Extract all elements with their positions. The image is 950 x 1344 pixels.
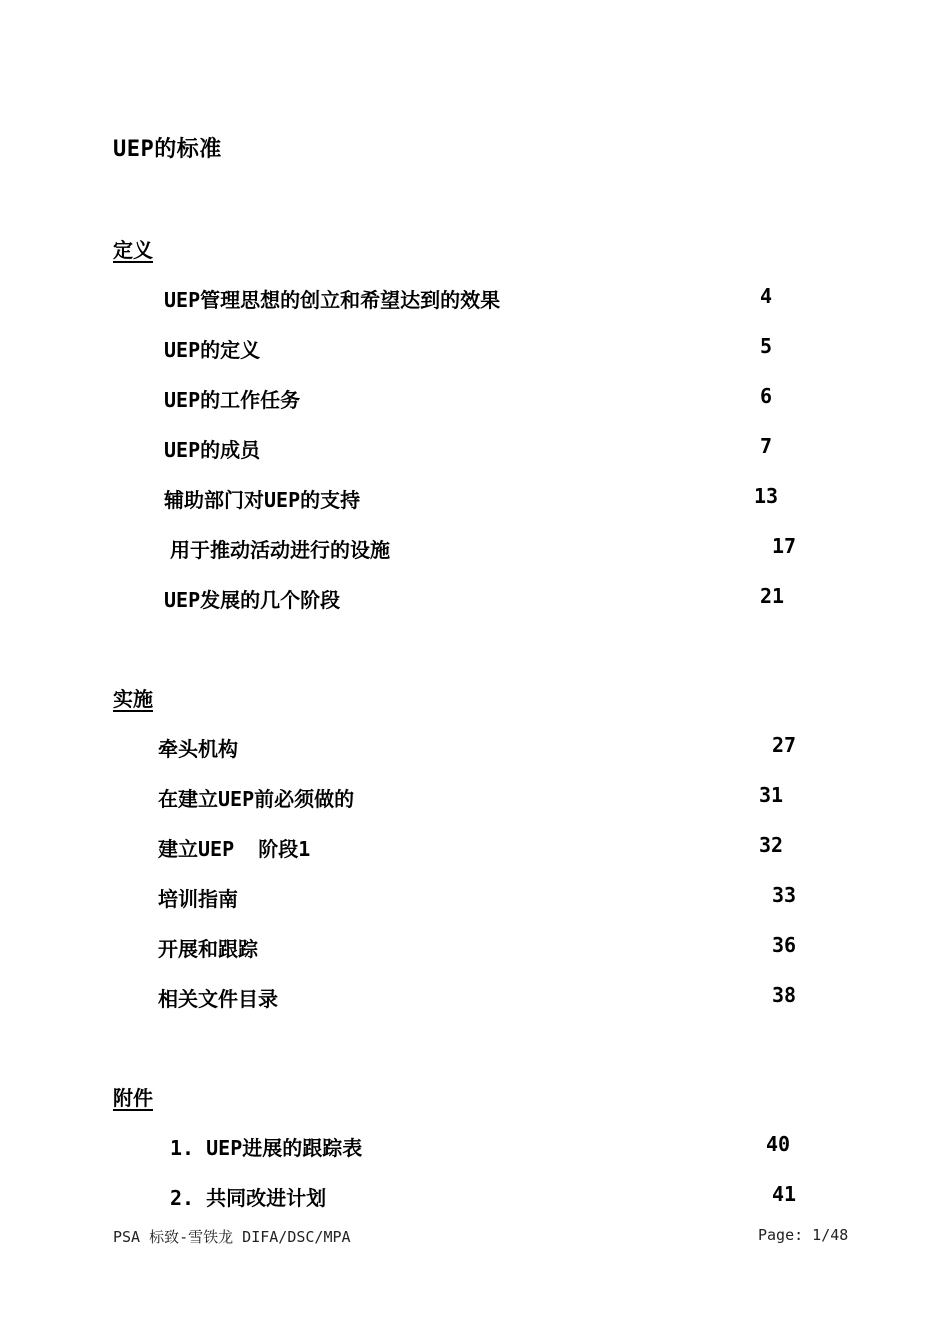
- toc-entry[interactable]: [158, 833, 808, 863]
- toc-entry-page: 38: [772, 983, 797, 1007]
- toc-entry[interactable]: [158, 733, 808, 763]
- toc-entry[interactable]: [164, 284, 804, 314]
- toc-entry-title: 在建立UEP前必须做的: [158, 787, 355, 811]
- toc-entry[interactable]: [164, 334, 804, 364]
- toc-entry-title: 相关文件目录: [158, 987, 278, 1011]
- toc-entry[interactable]: [170, 1132, 810, 1162]
- toc-entry-page: 5: [760, 334, 773, 358]
- toc-entry-title: 培训指南: [158, 887, 238, 911]
- toc-entry-title: 2. 共同改进计划: [170, 1186, 327, 1210]
- section-heading-appendix: 附件: [113, 1086, 153, 1110]
- toc-entry[interactable]: [158, 933, 808, 963]
- toc-entry-title: UEP管理思想的创立和希望达到的效果: [164, 288, 501, 312]
- toc-entry-title: UEP发展的几个阶段: [164, 588, 341, 612]
- toc-entry[interactable]: [170, 534, 810, 564]
- document-title: UEP的标准: [113, 137, 222, 162]
- toc-entry-page: 6: [760, 384, 773, 408]
- toc-entry-page: 36: [772, 933, 797, 957]
- toc-entry-page: 33: [772, 883, 797, 907]
- toc-entry-page: 4: [760, 284, 773, 308]
- section-heading-definition: 定义: [113, 238, 153, 262]
- toc-entry-page: 40: [766, 1132, 791, 1156]
- section-heading-implementation: 实施: [113, 687, 153, 711]
- toc-entry-title: 开展和跟踪: [158, 937, 258, 961]
- toc-entry-page: 41: [772, 1182, 797, 1206]
- toc-entry[interactable]: [158, 983, 808, 1013]
- toc-entry-title: UEP的定义: [164, 338, 261, 362]
- toc-entry[interactable]: [164, 484, 804, 514]
- toc-entry-title: 1. UEP进展的跟踪表: [170, 1136, 363, 1160]
- toc-entry-title: 辅助部门对UEP的支持: [164, 488, 361, 512]
- toc-entry[interactable]: [164, 384, 804, 414]
- toc-entry-page: 31: [759, 783, 784, 807]
- toc-entry[interactable]: [158, 783, 808, 813]
- toc-entry[interactable]: [164, 434, 804, 464]
- toc-entry[interactable]: [164, 584, 804, 614]
- toc-entry-page: 13: [754, 484, 779, 508]
- toc-entry-title: 用于推动活动进行的设施: [170, 538, 390, 562]
- footer-company: PSA 标致-雪铁龙 DIFA/DSC/MPA: [113, 1228, 351, 1246]
- footer-page-number: Page: 1/48: [758, 1226, 849, 1244]
- toc-entry-page: 27: [772, 733, 797, 757]
- toc-entry-page: 21: [760, 584, 785, 608]
- toc-entry-title: UEP的成员: [164, 438, 261, 462]
- toc-entry-page: 7: [760, 434, 773, 458]
- toc-entry-page: 32: [759, 833, 784, 857]
- toc-entry-page: 17: [772, 534, 797, 558]
- toc-entry-title: 牵头机构: [158, 737, 238, 761]
- toc-entry[interactable]: [170, 1182, 810, 1212]
- toc-entry[interactable]: [158, 883, 808, 913]
- toc-entry-title: UEP的工作任务: [164, 388, 301, 412]
- toc-entry-title: 建立UEP 阶段1: [158, 837, 311, 861]
